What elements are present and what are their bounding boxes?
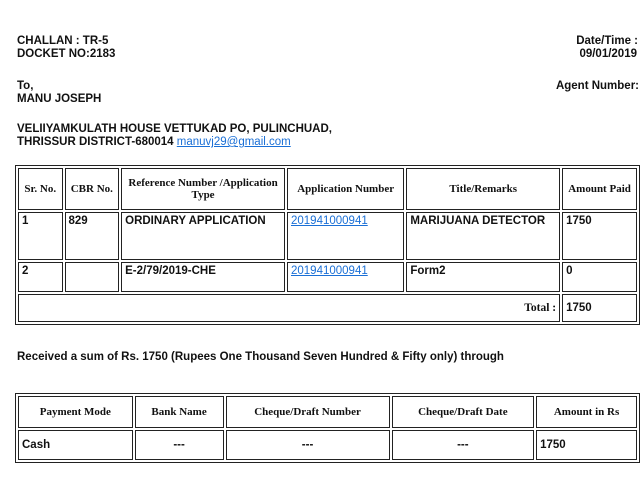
email-link[interactable]: manuvj29@gmail.com <box>176 136 291 148</box>
col-bank-name: Bank Name <box>135 396 224 428</box>
docket-number: DOCKET NO:2183 <box>17 48 116 60</box>
cell-reference: E-2/79/2019-CHE <box>121 262 285 292</box>
cell-amount-rs: 1750 <box>536 430 637 460</box>
cell-reference: ORDINARY APPLICATION <box>121 212 285 260</box>
table-header-row <box>18 168 637 210</box>
table-row <box>18 262 637 292</box>
col-sr-no: Sr. No. <box>18 168 63 210</box>
cell-amount: 1750 <box>562 212 637 260</box>
received-statement: Received a sum of Rs. 1750 (Rupees One Thousand Seven Hundred & Fifty only) through <box>17 351 504 363</box>
col-cheque-number: Cheque/Draft Number <box>226 396 390 428</box>
cell-bank-name: --- <box>135 430 224 460</box>
col-cbr-no: CBR No. <box>65 168 120 210</box>
col-application-number: Application Number <box>287 168 404 210</box>
col-amount-rs: Amount in Rs <box>536 396 637 428</box>
payment-header-row <box>18 396 637 428</box>
payment-row <box>18 430 637 460</box>
payment-table <box>15 393 640 463</box>
col-amount-paid: Amount Paid <box>562 168 637 210</box>
recipient-name: MANU JOSEPH <box>17 93 102 105</box>
cell-sr: 1 <box>18 212 63 260</box>
total-row <box>18 294 637 322</box>
address-line-1: VELIIYAMKULATH HOUSE VETTUKAD PO, PULINCHUAD, <box>17 123 332 135</box>
cell-application-number <box>287 262 404 292</box>
table-row <box>18 212 637 260</box>
cell-title: MARIJUANA DETECTOR <box>406 212 560 260</box>
cell-cbr <box>65 262 120 292</box>
col-title-remarks: Title/Remarks <box>406 168 560 210</box>
date-value: 09/01/2019 <box>579 48 637 60</box>
col-cheque-date: Cheque/Draft Date <box>392 396 535 428</box>
agent-number-label: Agent Number: <box>555 80 639 92</box>
address-line-2 <box>17 136 291 148</box>
challan-number: CHALLAN : TR-5 <box>17 35 109 47</box>
cell-payment-mode: Cash <box>18 430 133 460</box>
cell-amount: 0 <box>562 262 637 292</box>
to-label: To, <box>17 80 34 92</box>
cell-cheque-date: --- <box>392 430 535 460</box>
total-value: 1750 <box>562 294 637 322</box>
cell-cheque-number: --- <box>226 430 390 460</box>
col-reference: Reference Number /Application Type <box>121 168 285 210</box>
application-number-link[interactable]: 201941000941 <box>291 215 368 227</box>
challan-items-table <box>15 165 640 325</box>
district-text: THRISSUR DISTRICT-680014 <box>17 136 174 148</box>
col-payment-mode: Payment Mode <box>18 396 133 428</box>
total-label: Total : <box>18 294 560 322</box>
application-number-link[interactable]: 201941000941 <box>291 265 368 277</box>
cell-application-number <box>287 212 404 260</box>
cell-title: Form2 <box>406 262 560 292</box>
cell-cbr: 829 <box>65 212 120 260</box>
cell-sr: 2 <box>18 262 63 292</box>
datetime-label: Date/Time : <box>576 35 638 47</box>
